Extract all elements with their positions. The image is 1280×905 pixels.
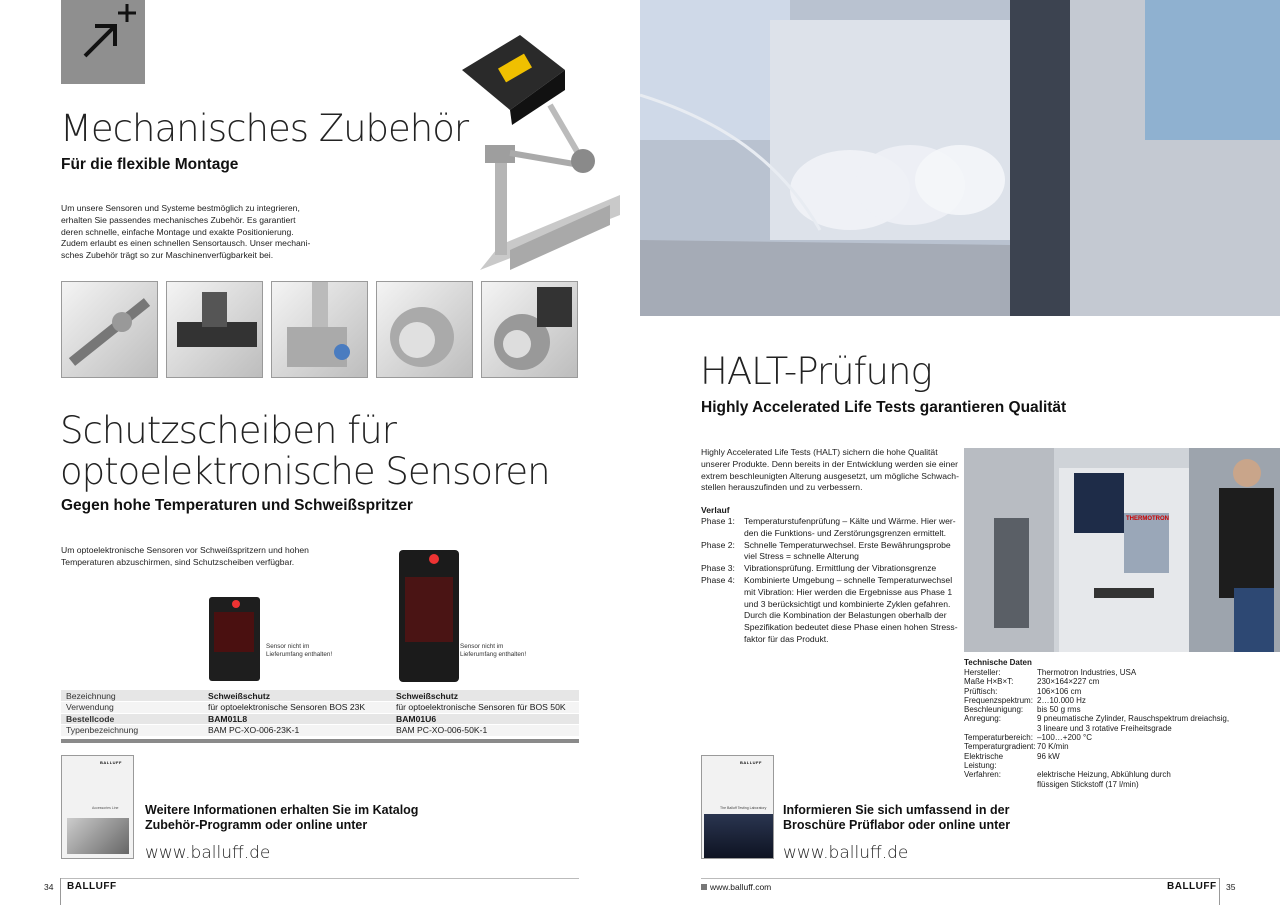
- lab-sign: THERMOTRON: [1126, 516, 1169, 522]
- title-protective-discs: Schutzscheiben für optoelektronische Sensoren: [60, 409, 550, 493]
- brochure-cover-logo: BALLUFF: [740, 760, 762, 765]
- protective-disc-table: [61, 690, 579, 737]
- phase-1: Phase 1: Temperaturstufenprüfung – Kälte und Wärme. Hier wer- den die Funktions- und Zerstörungsgrenzen ermittelt.: [701, 516, 956, 538]
- tech-row: Elektrische Leistung: 96 kW: [964, 751, 1060, 770]
- title-halt-test: HALT-Prüfung: [700, 350, 932, 393]
- tech-row: Maße H×B×T: 230×164×227 cm: [964, 677, 1100, 687]
- page-number-left: 34: [44, 882, 54, 892]
- sensor-note-1: Sensor nicht im Lieferumfang enthalten!: [266, 643, 333, 658]
- sensor-bos-50k-image: [396, 547, 462, 685]
- brochure-title: The Balluff Testing Laboratory: [720, 806, 767, 810]
- body-protective-discs: Um optoelektronische Sensoren vor Schweißspritzern und hohen Temperaturen abzuschirmen, sind Schutzscheiben verfügbar.: [61, 545, 309, 567]
- subtitle-flexible-mounting: Für die flexible Montage: [61, 156, 239, 173]
- footer-divider-left: [61, 878, 579, 879]
- tech-row: Temperaturbereich: –100…+200 °C: [964, 733, 1093, 743]
- phase-3: Phase 3: Vibrationsprüfung. Ermittlung der Vibrationsgrenze: [701, 563, 937, 574]
- thumbnail-cable-connector: [61, 281, 158, 378]
- balluff-logo-right: BALLUFF: [1167, 881, 1217, 892]
- footer-square-icon: [701, 884, 707, 890]
- table-row: Bestellcode BAM01L8 BAM01U6: [61, 713, 579, 725]
- body-halt: Highly Accelerated Life Tests (HALT) sichern die hohe Qualität unserer Produkte. Denn bereits in der Entwicklung werden sie einer extrem beschleunigten Alterung ausgesetzt, um mögliche Schwach- stellen herauszufinden und zu verbessern.: [701, 447, 959, 493]
- balluff-logo-left: BALLUFF: [67, 881, 117, 892]
- brochure-cta: Informieren Sie sich umfassend in der Broschüre Prüflabor oder online unter: [783, 803, 1011, 832]
- subtitle-welding-protection: Gegen hohe Temperaturen und Schweißspritzer: [61, 497, 413, 514]
- sensor-note-2: Sensor nicht im Lieferumfang enthalten!: [460, 643, 527, 658]
- tech-row: Frequenzspektrum: 2…10.000 Hz: [964, 695, 1086, 705]
- page-edge-left: [60, 878, 61, 905]
- table-row: Typenbezeichnung BAM PC-XO-006-23K-1 BAM PC-XO-006-50K-1: [61, 725, 579, 737]
- verlauf-section: [701, 504, 963, 646]
- footer-divider-right: [701, 878, 1220, 879]
- tech-row: Prüftisch: 106×106 cm: [964, 686, 1082, 696]
- tech-row: Verfahren: elektrische Heizung, Abkühlung durch flüssigen Stickstoff (17 l/min): [964, 770, 1171, 789]
- verlauf-heading: Verlauf: [701, 505, 730, 515]
- url-right[interactable]: www.balluff.de: [783, 843, 909, 863]
- accessory-arrow-icon: [61, 0, 145, 84]
- technical-data: [964, 658, 1280, 789]
- table-bottom-bar: [61, 739, 579, 743]
- table-row: Bezeichnung Schweißschutz Schweißschutz: [61, 690, 579, 702]
- brochure-cover-image: [701, 755, 774, 859]
- sensor-bos-23k-image: [206, 594, 263, 684]
- phase-4: Phase 4: Kombinierte Umgebung – schnelle Temperaturwechsel mit Vibration: Hier werden die Ergebnisse aus Phase 1 und 3 berücksichtigt und kombinierte Zyklen gefahren. Durch die Kombination der Belastungen oberhalb der Spezifikation bedeutet diese Phase einen hohen Stress- faktor für das Produkt.: [701, 574, 958, 644]
- tech-row: Anregung: 9 pneumatische Zylinder, Rauschspektrum dreiachsig, 3 lineare und 3 rotative Freiheitsgrade: [964, 714, 1230, 733]
- tech-row: Temperaturgradient: 70 K/min: [964, 742, 1069, 752]
- thumbnail-protective-cap: [376, 281, 473, 378]
- url-left[interactable]: www.balluff.de: [145, 843, 271, 863]
- catalog-cover-logo: BALLUFF: [100, 760, 122, 765]
- thumbnail-clamp: [166, 281, 263, 378]
- page-edge-right: [1219, 878, 1220, 905]
- subtitle-halt: Highly Accelerated Life Tests garantieren Qualität: [701, 399, 1067, 416]
- test-lab-photo: [964, 448, 1280, 652]
- tech-heading: Technische Daten: [964, 658, 1032, 667]
- table-row: Verwendung für optoelektronische Sensoren BOS 23K für optoelektronische Sensoren für BOS 50K: [61, 702, 579, 714]
- catalog-cta: Weitere Informationen erhalten Sie im Katalog Zubehör-Programm oder online unter: [145, 803, 419, 832]
- body-mechanical: Um unsere Sensoren und Systeme bestmöglich zu integrieren, erhalten Sie passendes mechanisches Zubehör. Es garantiert deren schnelle, einfache Montage und exakte Positionierung. Zudem erlaubt es einen schnellen Sensortausch. Unser mechani- sches Zubehör trägt so zur Maschinenverfügbarkeit bei.: [61, 203, 311, 261]
- footer-url-right[interactable]: www.balluff.com: [710, 882, 772, 892]
- phase-2: Phase 2: Schnelle Temperaturwechsel. Erste Bewährungsprobe viel Stress = schnelle Alterung: [701, 539, 951, 562]
- thumbnail-thread-adapter: [481, 281, 578, 378]
- page-number-right: 35: [1226, 882, 1236, 892]
- title-mechanical-accessories: Mechanisches Zubehör: [60, 107, 469, 150]
- thumbnail-bracket: [271, 281, 368, 378]
- catalog-cover-title: Accessories Line: [92, 806, 119, 810]
- catalog-cover-image: [61, 755, 134, 859]
- tech-row: Hersteller: Thermotron Industries, USA: [964, 668, 1137, 677]
- tech-row: Beschleunigung: bis 50 g rms: [964, 705, 1081, 715]
- halt-chamber-photo: [640, 0, 1280, 316]
